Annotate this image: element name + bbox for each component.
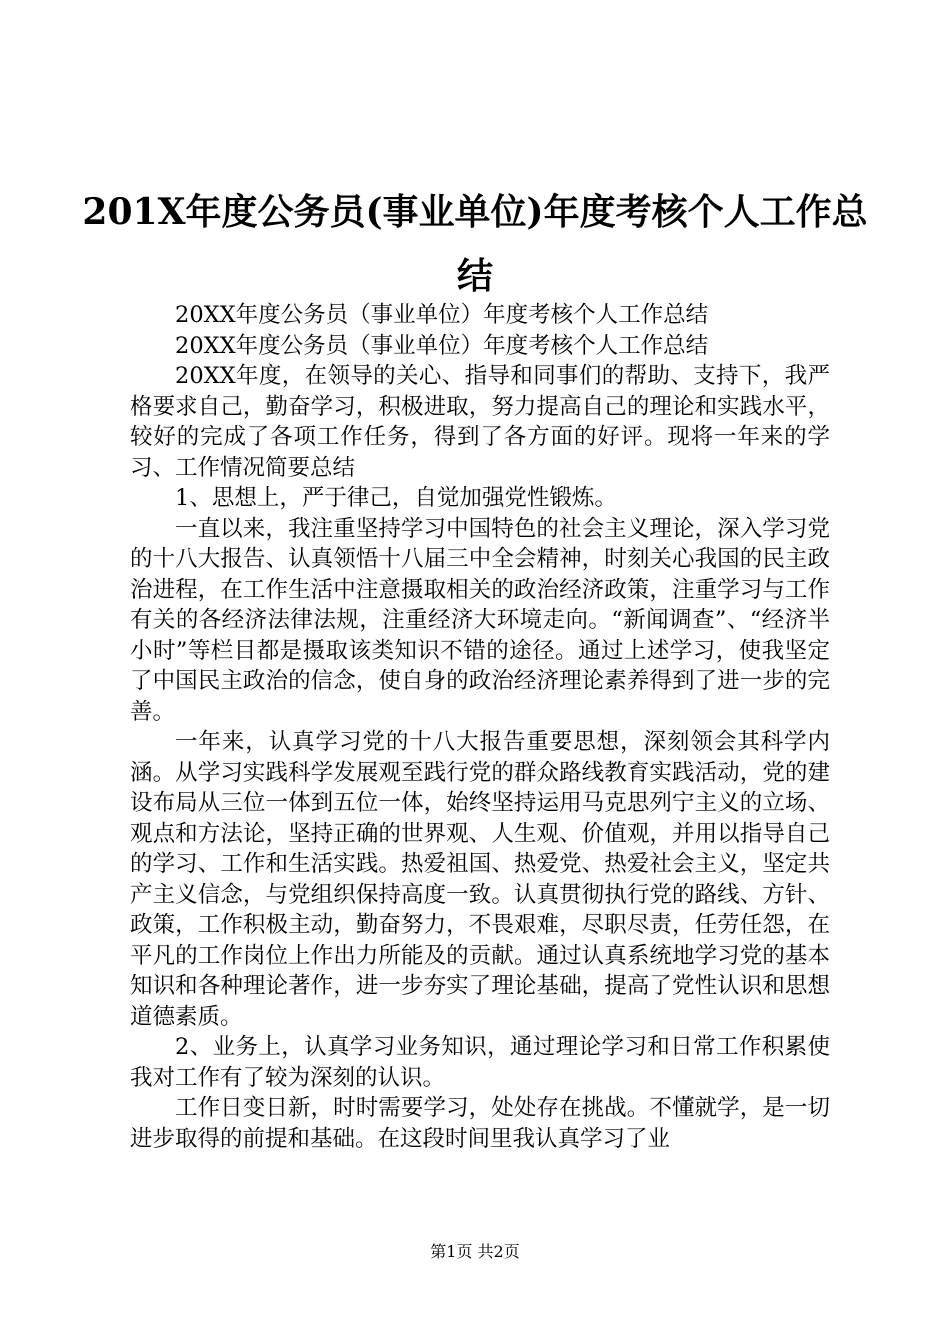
paragraph: 一年来，认真学习党的十八大报告重要思想，深刻领会其科学内涵。从学习实践科学发展观至践行党的群众路线教育实践活动，党的建设布局从三位一体到五位一体，始终坚持运用马克思列宁主义的立场、观点和方法论，坚持正确的世界观、人生观、价值观，并用以指导自己的学习、工作和生活实践。热爱祖国、热爱党、热爱社会主义，坚定共产主义信念，与党组织保持高度一致。认真贯彻执行党的路线、方针、政策，工作积极主动，勤奋努力，不畏艰难，尽职尽责，任劳任怨，在平凡的工作岗位上作出力所能及的贡献。通过认真系统地学习党的基本知识和各种理论著作，进一步夯实了理论基础，提高了党性认识和思想道德素质。	[130, 729, 830, 1030]
section-heading: 1、思想上，严于律己，自觉加强党性锻炼。	[175, 485, 617, 511]
paragraph: 20XX年度，在领导的关心、指导和同事们的帮助、支持下，我严格要求自己，勤奋学习，积极进取，努力提高自己的理论和实践水平，较好的完成了各项工作任务，得到了各方面的好评。现将一年来的学习、工作情况简要总结	[130, 363, 830, 481]
document-title: 201X年度公务员(事业单位)年度考核个人工作总结	[82, 191, 868, 297]
paragraph: 一直以来，我注重坚持学习中国特色的社会主义理论，深入学习党的十八大报告、认真领悟十八届三中全会精神，时刻关心我国的民主政治进程，在工作生活中注意摄取相关的政治经济政策，注重学习与工作有关的各经济法律法规，注重经济大环境走向。“新闻调查”、“经济半小时”等栏目都是摄取该类知识不错的途径。通过上述学习，使我坚定了中国民主政治的信念，使自身的政治经济理论素养得到了进一步的完善。	[130, 515, 830, 725]
page-footer: 第1页 共2页	[430, 1242, 520, 1261]
paragraph: 20XX年度公务员（事业单位）年度考核个人工作总结	[175, 302, 709, 328]
section-heading: 2、业务上，认真学习业务知识，通过理论学习和日常工作积累使我对工作有了较为深刻的认识。	[130, 1034, 830, 1091]
paragraph: 20XX年度公务员（事业单位）年度考核个人工作总结	[175, 332, 709, 359]
document-body	[130, 300, 830, 1154]
paragraph: 工作日变日新，时时需要学习，处处存在挑战。不懂就学，是一切进步取得的前提和基础。在这段时间里我认真学习了业	[130, 1095, 830, 1152]
